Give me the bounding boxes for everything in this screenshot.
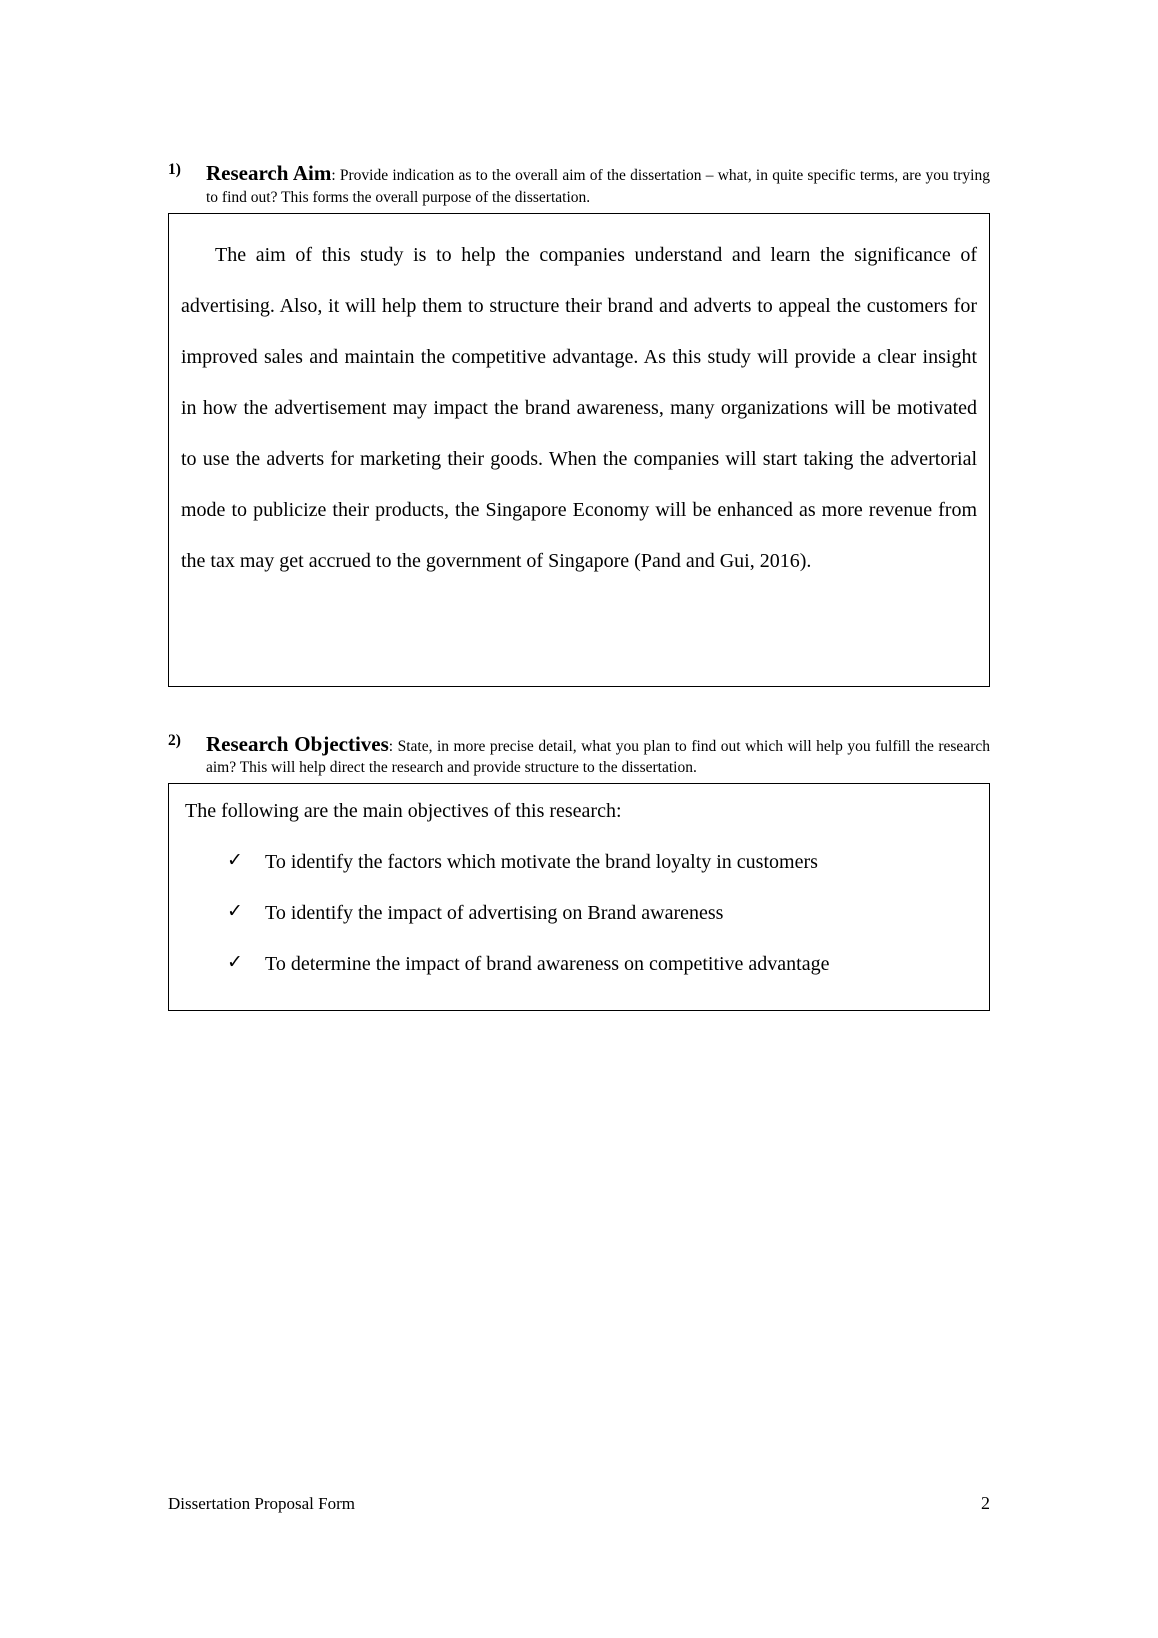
page-number: 2	[981, 1493, 990, 1513]
section-number: 1)	[168, 161, 181, 178]
page-footer	[168, 1493, 990, 1514]
section-research-objectives	[168, 731, 990, 1012]
list-item-label: To identify the impact of advertising on Brand awareness	[265, 902, 724, 925]
check-icon: ✓	[227, 849, 243, 872]
section-title: Research Objectives	[206, 731, 389, 756]
objectives-lead-in: The following are the main objectives of this research:	[185, 800, 622, 823]
list-item	[181, 950, 977, 979]
list-item	[181, 848, 977, 877]
section-heading-objectives	[168, 731, 990, 780]
list-item-label: To determine the impact of brand awareness on competitive advantage	[265, 953, 830, 976]
answer-box-research-objectives[interactable]	[168, 783, 990, 1011]
section-research-aim	[168, 160, 990, 687]
footer-label: Dissertation Proposal Form	[168, 1494, 355, 1513]
section-spacer	[168, 687, 990, 731]
check-icon: ✓	[227, 951, 243, 974]
answer-text-research-aim: The aim of this study is to help the companies understand and learn the significance of advertising. Also, it will help them to structure their brand and adverts to appeal the customers for improved sales and maintain the competitive advantage. As this study will provide a clear insight in how the advertisement may impact the brand awareness, many organizations will be motivated to use the adverts for marketing their goods. When the companies will start taking the advertorial mode to publicize their products, the Singapore Economy will be enhanced as more revenue from the tax may get accrued to the government of Singapore (Pand and Gui, 2016).	[181, 243, 977, 572]
section-number: 2)	[168, 731, 181, 749]
answer-box-research-aim[interactable]	[168, 213, 990, 687]
section-description: : State, in more precise detail, what you plan to find out which will help you fulfill the research aim? This will help direct the research and provide structure to the dissertation.	[206, 737, 990, 777]
list-item-label: To identify the factors which motivate the brand loyalty in customers	[265, 851, 818, 874]
list-item	[181, 899, 977, 928]
section-title: Research Aim	[206, 161, 332, 185]
section-heading-aim	[168, 160, 990, 209]
check-icon: ✓	[227, 900, 243, 923]
section-description: : Provide indication as to the overall aim of the dissertation – what, in quite specific terms, are you trying to find out? This forms the overall purpose of the dissertation.	[206, 167, 990, 206]
objectives-list	[181, 848, 977, 979]
